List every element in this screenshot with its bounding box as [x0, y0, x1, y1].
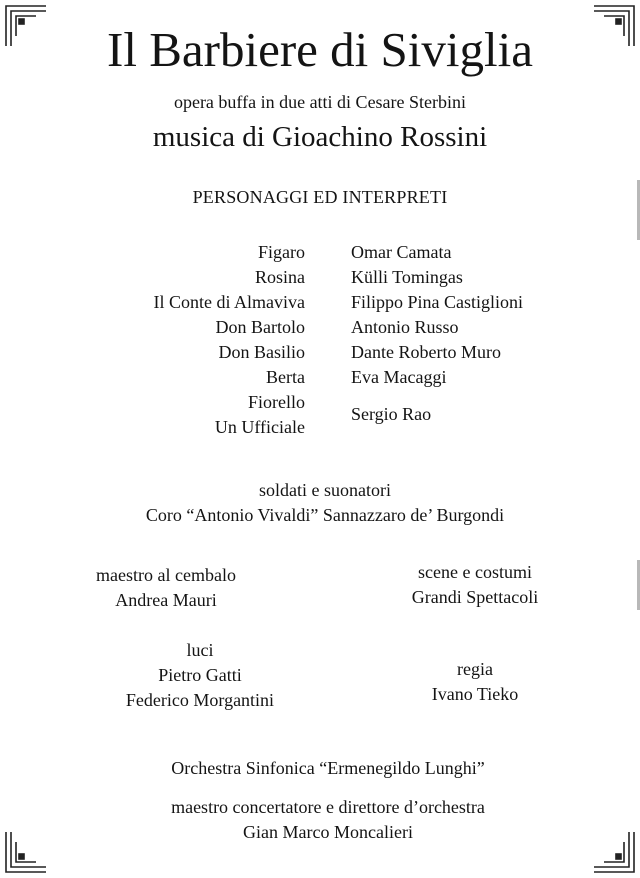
chorus-label: soldati e suonatori [259, 480, 391, 500]
singer-name: Sergio Rao [351, 404, 432, 424]
chorus-credit [0, 478, 640, 528]
role-name: Fiorello [248, 392, 305, 412]
cembalo-credit [60, 563, 272, 613]
singer-name: Antonio Russo [351, 317, 459, 337]
singer-name: Dante Roberto Muro [351, 342, 501, 362]
lighting-credit [100, 638, 300, 713]
role-name: Don Basilio [218, 342, 305, 362]
conductor-name: Gian Marco Moncalieri [243, 822, 413, 842]
role-name: Berta [266, 367, 305, 387]
role-name: Un Ufficiale [214, 417, 305, 437]
role-name: Il Conte di Almaviva [153, 292, 305, 312]
orchestra-credit: Orchestra Sinfonica “Ermenegildo Lunghi” [171, 758, 485, 778]
conductor-credit [0, 795, 640, 845]
cembalo-label: maestro al cembalo [96, 565, 236, 585]
role-name: Rosina [254, 267, 305, 287]
lighting-label: luci [186, 640, 214, 660]
chorus-name: Coro “Antonio Vivaldi” Sannazzaro de’ Burgondi [145, 505, 505, 525]
lighting-name: Pietro Gatti [158, 665, 242, 685]
singer-name: Omar Camata [351, 242, 452, 262]
direction-label: regia [457, 659, 493, 679]
cast-singers-column [351, 240, 631, 427]
singer-name: Filippo Pina Castiglioni [351, 292, 524, 312]
cast-roles-column [45, 240, 305, 440]
scene-label: scene e costumi [418, 562, 532, 582]
role-name: Don Bartolo [215, 317, 305, 337]
conductor-label: maestro concertatore e direttore d’orchestra [171, 797, 485, 817]
page-title: Il Barbiere di Siviglia [107, 22, 533, 77]
lighting-name: Federico Morgantini [125, 690, 275, 710]
cast-heading: PERSONAGGI ED INTERPRETI [192, 187, 448, 207]
scene-credit [370, 560, 580, 610]
direction-credit [375, 657, 575, 707]
composer-line: musica di Gioachino Rossini [152, 121, 488, 153]
scene-name: Grandi Spettacoli [411, 587, 539, 607]
singer-name: Eva Macaggi [351, 367, 447, 387]
subtitle: opera buffa in due atti di Cesare Sterbini [173, 92, 467, 112]
role-name: Figaro [258, 242, 305, 262]
cembalo-name: Andrea Mauri [115, 590, 217, 610]
direction-name: Ivano Tieko [431, 684, 519, 704]
singer-name: Külli Tomingas [351, 267, 463, 287]
